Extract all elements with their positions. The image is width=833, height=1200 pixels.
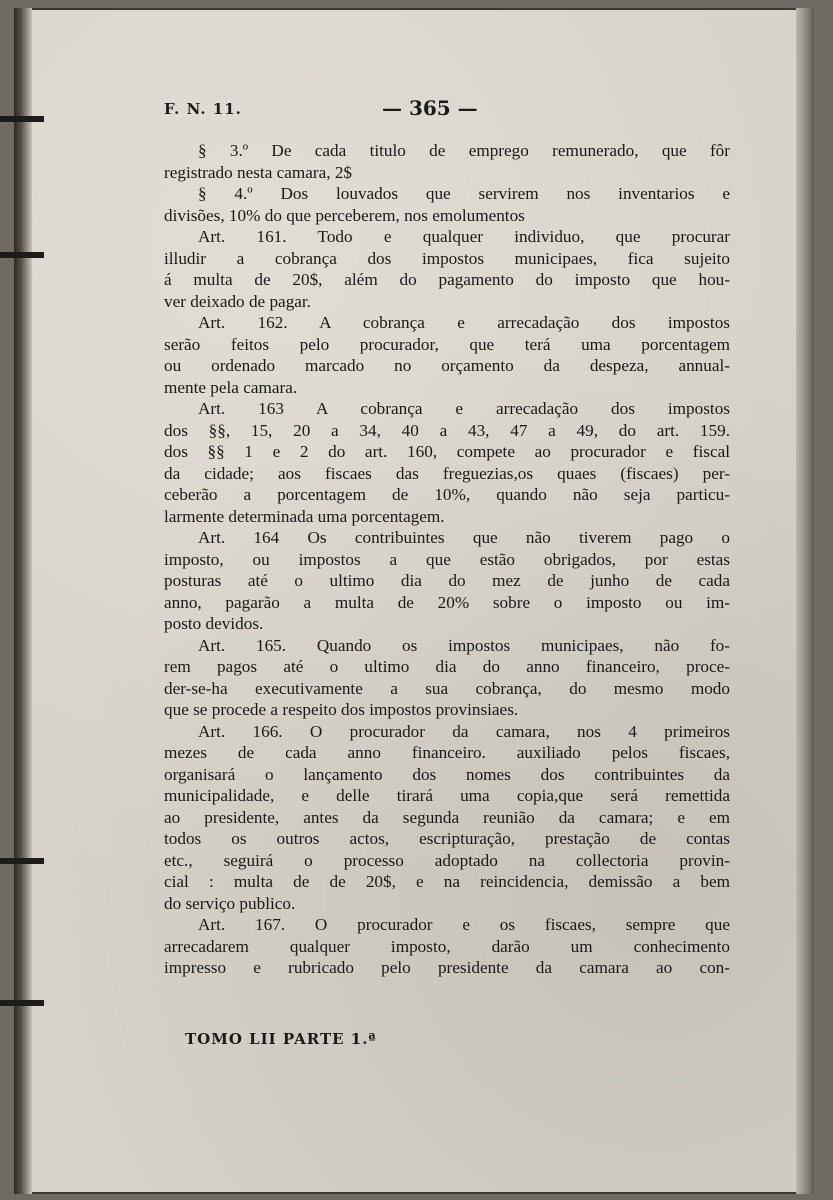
text-line: municipalidade, e delle tirará uma copia,que será remettida bbox=[164, 786, 730, 805]
text-line: serão feitos pelo procurador, que terá uma porcentagem bbox=[164, 334, 730, 354]
text-line: § 4.º Dos louvados que servirem nos inventarios e bbox=[198, 184, 730, 203]
text-line: do serviço publico. bbox=[164, 893, 296, 913]
text-line: anno, pagarão a multa de 20% sobre o imposto ou im- bbox=[164, 592, 730, 612]
text-line: mezes de cada anno financeiro. auxiliado pelos fiscaes, bbox=[164, 743, 730, 762]
text-line: Art. 165. Quando os impostos municipaes, não fo- bbox=[198, 635, 730, 655]
text-line: que se procede a respeito dos impostos provinsiaes. bbox=[164, 700, 519, 719]
text-line: dos §§, 15, 20 a 34, 40 a 43, 47 a 49, do art. 159. bbox=[164, 420, 730, 440]
text-line: da cidade; aos fiscaes das freguezias,os quaes (fiscaes) per- bbox=[164, 463, 730, 483]
text-line: rem pagos até o ultimo dia do anno financeiro, proce- bbox=[164, 657, 730, 676]
text-line: Art. 166. O procurador da camara, nos 4 primeiros bbox=[198, 721, 730, 741]
running-header bbox=[164, 96, 724, 126]
text-line: der-se-ha executivamente a sua cobrança, do mesmo modo bbox=[164, 678, 730, 698]
text-line: Art. 164 Os contribuintes que não tiverem pago o bbox=[198, 528, 730, 547]
binding-stitch bbox=[0, 252, 44, 258]
text-line: mente pela camara. bbox=[164, 377, 298, 397]
text-line: ver deixado de pagar. bbox=[164, 291, 311, 311]
binding-stitch bbox=[0, 858, 44, 864]
book-spine bbox=[14, 8, 32, 1194]
page-body-text bbox=[164, 140, 730, 979]
binding-stitch bbox=[0, 116, 44, 122]
text-line: posturas até o ultimo dia do mez de junho de cada bbox=[164, 571, 730, 590]
text-line: Art. 162. A cobrança e arrecadação dos impostos bbox=[198, 313, 730, 332]
text-line: ceberão a porcentagem de 10%, quando não seja particu- bbox=[164, 485, 730, 504]
text-line: imposto, ou impostos a que estão obrigados, por estas bbox=[164, 549, 730, 569]
text-line: Art. 167. O procurador e os fiscaes, sempre que bbox=[198, 915, 730, 934]
text-line: illudir a cobrança dos impostos municipaes, fica sujeito bbox=[164, 248, 730, 268]
text-line: impresso e rubricado pelo presidente da camara ao con- bbox=[164, 958, 730, 977]
text-line: divisões, 10% do que perceberem, nos emolumentos bbox=[164, 205, 525, 225]
text-line: dos §§ 1 e 2 do art. 160, compete ao procurador e fiscal bbox=[164, 442, 730, 461]
text-line: ao presidente, antes da segunda reunião da camara; e em bbox=[164, 807, 730, 827]
text-line: § 3.º De cada titulo de emprego remunerado, que fôr bbox=[198, 141, 730, 160]
text-line: posto devidos. bbox=[164, 614, 264, 633]
text-line: Art. 163 A cobrança e arrecadação dos impostos bbox=[198, 399, 730, 418]
text-line: cial : multa de de 20$, e na reincidencia, demissão a bem bbox=[164, 872, 730, 891]
text-line: registrado nesta camara, 2$ bbox=[164, 162, 353, 182]
page-number: — 365 — bbox=[382, 96, 478, 120]
page-edge bbox=[796, 8, 814, 1194]
text-line: á multa de 20$, além do pagamento do imposto que hou- bbox=[164, 270, 730, 289]
text-line: Art. 161. Todo e qualquer individuo, que procurar bbox=[198, 227, 730, 246]
binding-stitch bbox=[0, 1000, 44, 1006]
footer-signature: TOMO LII PARTE 1.ª bbox=[185, 1030, 377, 1048]
text-line: ou ordenado marcado no orçamento da despeza, annual- bbox=[164, 356, 730, 375]
text-line: larmente determinada uma porcentagem. bbox=[164, 506, 445, 526]
header-signature: F. N. 11. bbox=[164, 100, 242, 118]
text-line: todos os outros actos, escripturação, prestação de contas bbox=[164, 829, 730, 848]
text-line: arrecadarem qualquer imposto, darão um conhecimento bbox=[164, 936, 730, 956]
text-line: etc., seguirá o processo adoptado na collectoria provin- bbox=[164, 850, 730, 870]
text-line: organisará o lançamento dos nomes dos contribuintes da bbox=[164, 764, 730, 784]
